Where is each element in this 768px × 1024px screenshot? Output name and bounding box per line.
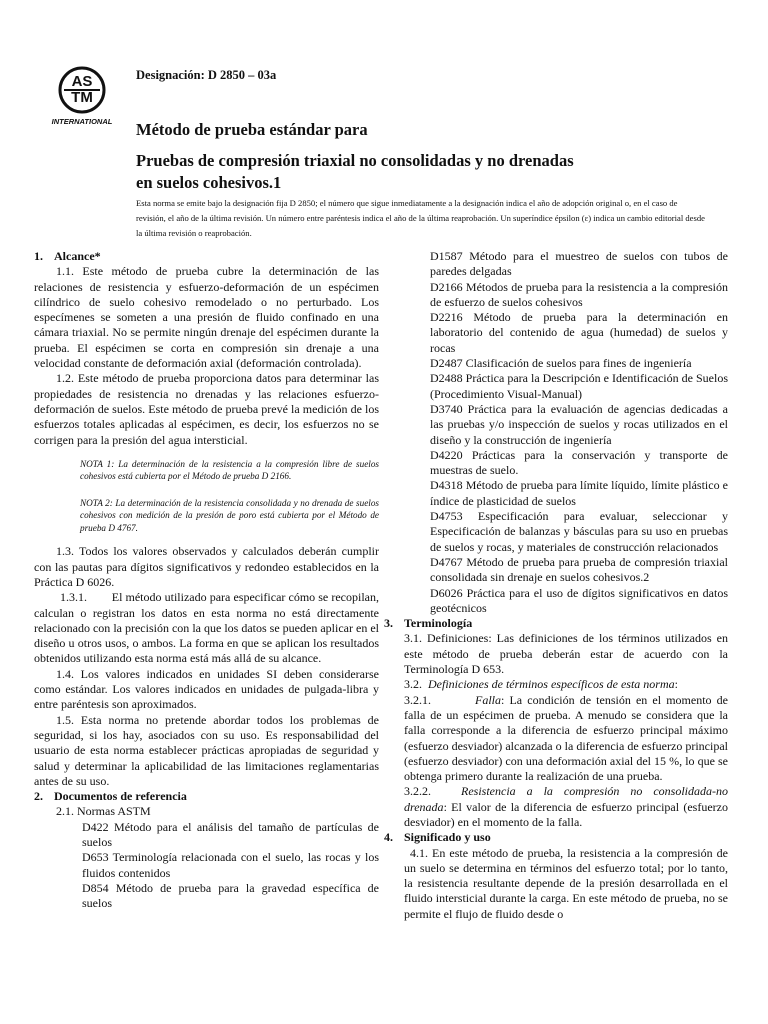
paragraph: 3.2. Definiciones de términos específicos de esta norma: <box>404 677 678 692</box>
astm-logo-icon <box>44 64 120 128</box>
section-title: Significado y uso <box>404 830 491 845</box>
title-line: en suelos cohesivos.1 <box>136 173 282 192</box>
designation: Designación: D 2850 – 03a <box>136 68 277 82</box>
reference-item: D2488 Práctica para la Descripción e Identificación de Suelos (Procedimiento Visual-Manual) <box>430 371 728 401</box>
note: NOTA 2: La determinación de la resistencia consolidada y no drenada de suelos cohesivos con medición de la presión de poro está cubierta por el Método de prueba D 4767. <box>80 497 379 533</box>
section-number: 3. <box>384 616 393 631</box>
svg-text:INTERNATIONAL: INTERNATIONAL <box>51 117 113 126</box>
section-number: 4. <box>384 830 393 845</box>
document-type-title: Método de prueba estándar para <box>136 120 368 139</box>
reference-item: D653 Terminología relacionada con el suelo, las rocas y los fluidos contenidos <box>82 850 379 880</box>
section-number: 1. <box>34 249 43 263</box>
reference-item: D1587 Método para el muestreo de suelos con tubos de paredes delgadas <box>430 249 728 279</box>
right-column <box>384 249 728 922</box>
paragraph <box>384 784 728 830</box>
paragraph: 4.1. En este método de prueba, la resistencia a la compresión de un suelo se determina en términos del esfuerzo total; por lo tanto, la resistencia resultante depende de la presión desarrollada en el fluido intersticial durante la carga. En este método de prueba, no se permite el flujo de fluido desde o <box>404 845 728 921</box>
paragraph: 1.4. Los valores indicados en unidades SI deben considerarse como estándar. Los valores indicados en unidades de pulgada-libra y entre paréntesis son aproximados. <box>34 666 379 712</box>
reference-item: D4767 Método de prueba para prueba de compresión triaxial consolidada sin drenaje en suelos cohesivos.2 <box>430 554 728 585</box>
paragraph: 2.1. Normas ASTM <box>56 804 151 819</box>
clause-text: Definiciones de términos específicos de esta norma <box>428 677 675 692</box>
section-heading <box>384 616 728 631</box>
clause-number: 3.2.2. <box>404 784 431 799</box>
section-number: 2. <box>34 789 43 804</box>
reference-item: D854 Método de prueba para la gravedad específica de suelos <box>82 880 379 911</box>
defined-term: Resistencia a la compresión no consolidada-no drenada <box>404 784 728 814</box>
defined-term: Falla <box>475 692 501 707</box>
title-line: Pruebas de compresión triaxial no consolidadas y no drenadas <box>136 151 574 170</box>
document-title <box>136 150 696 194</box>
section-title: Alcance* <box>54 249 101 263</box>
section-title: Terminología <box>404 616 473 631</box>
reference-item: D422 Método para el análisis del tamaño de partículas de suelos <box>82 819 379 849</box>
section-heading <box>34 789 379 804</box>
reference-item: D4220 Prácticas para la conservación y transporte de muestras de suelo. <box>430 447 728 478</box>
astm-logo <box>44 64 120 128</box>
reference-item: D3740 Práctica para la evaluación de agencias dedicadas a las pruebas y/o inspección de suelos y rocas utilizados en el diseño y la construcción de ingeniería <box>430 401 728 447</box>
definition-text: : El valor de la diferencia de esfuerzo principal (esfuerzo desviador) en el momento de la falla. <box>404 799 728 829</box>
section-heading <box>384 830 728 845</box>
clause-number: 3.2. <box>404 677 422 692</box>
reference-item: D6026 Práctica para el uso de dígitos significativos en datos geotécnicos <box>430 585 728 615</box>
section-heading <box>34 249 379 264</box>
left-column <box>34 249 382 911</box>
reference-item: D4753 Especificación para evaluar, seleccionar y Especificación de balanzas y básculas para su uso en pruebas de suelos y rocas, y materiales de construcción relacionados <box>430 509 728 554</box>
svg-text:AS: AS <box>71 73 93 90</box>
issuance-note: Esta norma se emite bajo la designación fija D 2850; el número que sigue inmediatamente a la designación indica el año de adopción original o, en el caso de revisión, el año de la última revisión. Un número entre paréntesis indica el año de la última reaprobación. Un superíndice épsilon (ε) indica un cambio editorial desde la última revisión o reaprobación. <box>136 198 705 238</box>
paragraph <box>384 693 728 785</box>
paragraph: 1.3. Todos los valores observados y calculados deberán cumplir con las pautas para dígitos significativos y redondeo establecidos en la Práctica D 6026. <box>34 544 379 589</box>
reference-item: D2166 Métodos de prueba para la resistencia a la compresión de esfuerzo de suelos cohesivos <box>430 279 728 309</box>
paragraph: 1.5. Esta norma no pretende abordar todos los problemas de seguridad, si los hay, asociados con su uso. Es responsabilidad del usuario de esta norma establecer prácticas apropiadas de seguridad y salud y determinar la aplicabilidad de las limitaciones reglamentarias antes de su uso. <box>34 712 379 788</box>
reference-item: D4318 Método de prueba para límite líquido, límite plástico e índice de plasticidad de suelos <box>430 478 728 508</box>
paragraph: 1.3.1. El método utilizado para especificar cómo se recopilan, calculan o registran los datos en esta norma no está directamente relacionado con la precisión con la que los datos se pueden aplicar en el diseño u otros usos, o ambos. La forma en que se aplican los resultados obtenidos utilizando esta norma está más allá de su alcance. <box>34 590 382 666</box>
section-title: Documentos de referencia <box>54 789 187 804</box>
definition-text: : La condición de tensión en el momento de falla de un espécimen de prueba. A menudo se considera que la falla corresponde a la diferencia de esfuerzo principal máximo (esfuerzo desviador) alcanzada o la diferencia de esfuerzo principal (esfuerzo desviador) con una deformación axial del 15 %, lo que se obtenga primero durante la realización de una prueba. <box>404 692 728 784</box>
reference-item: D2216 Método de prueba para la determinación en laboratorio del contenido de agua (humedad) de suelos y rocas <box>430 310 728 355</box>
paragraph: 1.2. Este método de prueba proporciona datos para determinar las propiedades de resistencia no drenadas y las relaciones esfuerzo-deformación de suelos. Este método de prueba prevé la medición de los esfuerzos totales aplicadas al espécimen, es decir, los esfuerzos no se corrigen para la presión del agua intersticial. <box>34 371 379 447</box>
svg-text:TM: TM <box>71 89 93 106</box>
reference-item: D2487 Clasificación de suelos para fines de ingeniería <box>430 356 692 371</box>
clause-number: 3.2.1. <box>404 692 431 707</box>
paragraph: 3.1. Definiciones: Las definiciones de los términos utilizados en este método de prueba deberán estar de acuerdo con la Terminología D 653. <box>404 631 728 677</box>
paragraph: 1.1. Este método de prueba cubre la determinación de las relaciones de resistencia y esfuerzo-deformación de un espécimen cilíndrico de suelo cohesivo remodelado o no perturbado. Los especímenes se someten a una presión de fluido confinado en una cámara triaxial. No se permite ningún drenaje del espécimen durante la prueba. El espécimen se corta en compresión sin drenaje a una velocidad constante de deformación axial (deformación controlada). <box>34 264 379 371</box>
note: NOTA 1: La determinación de la resistencia a la compresión libre de suelos cohesivos está cubierta por el Método de prueba D 2166. <box>80 458 379 482</box>
